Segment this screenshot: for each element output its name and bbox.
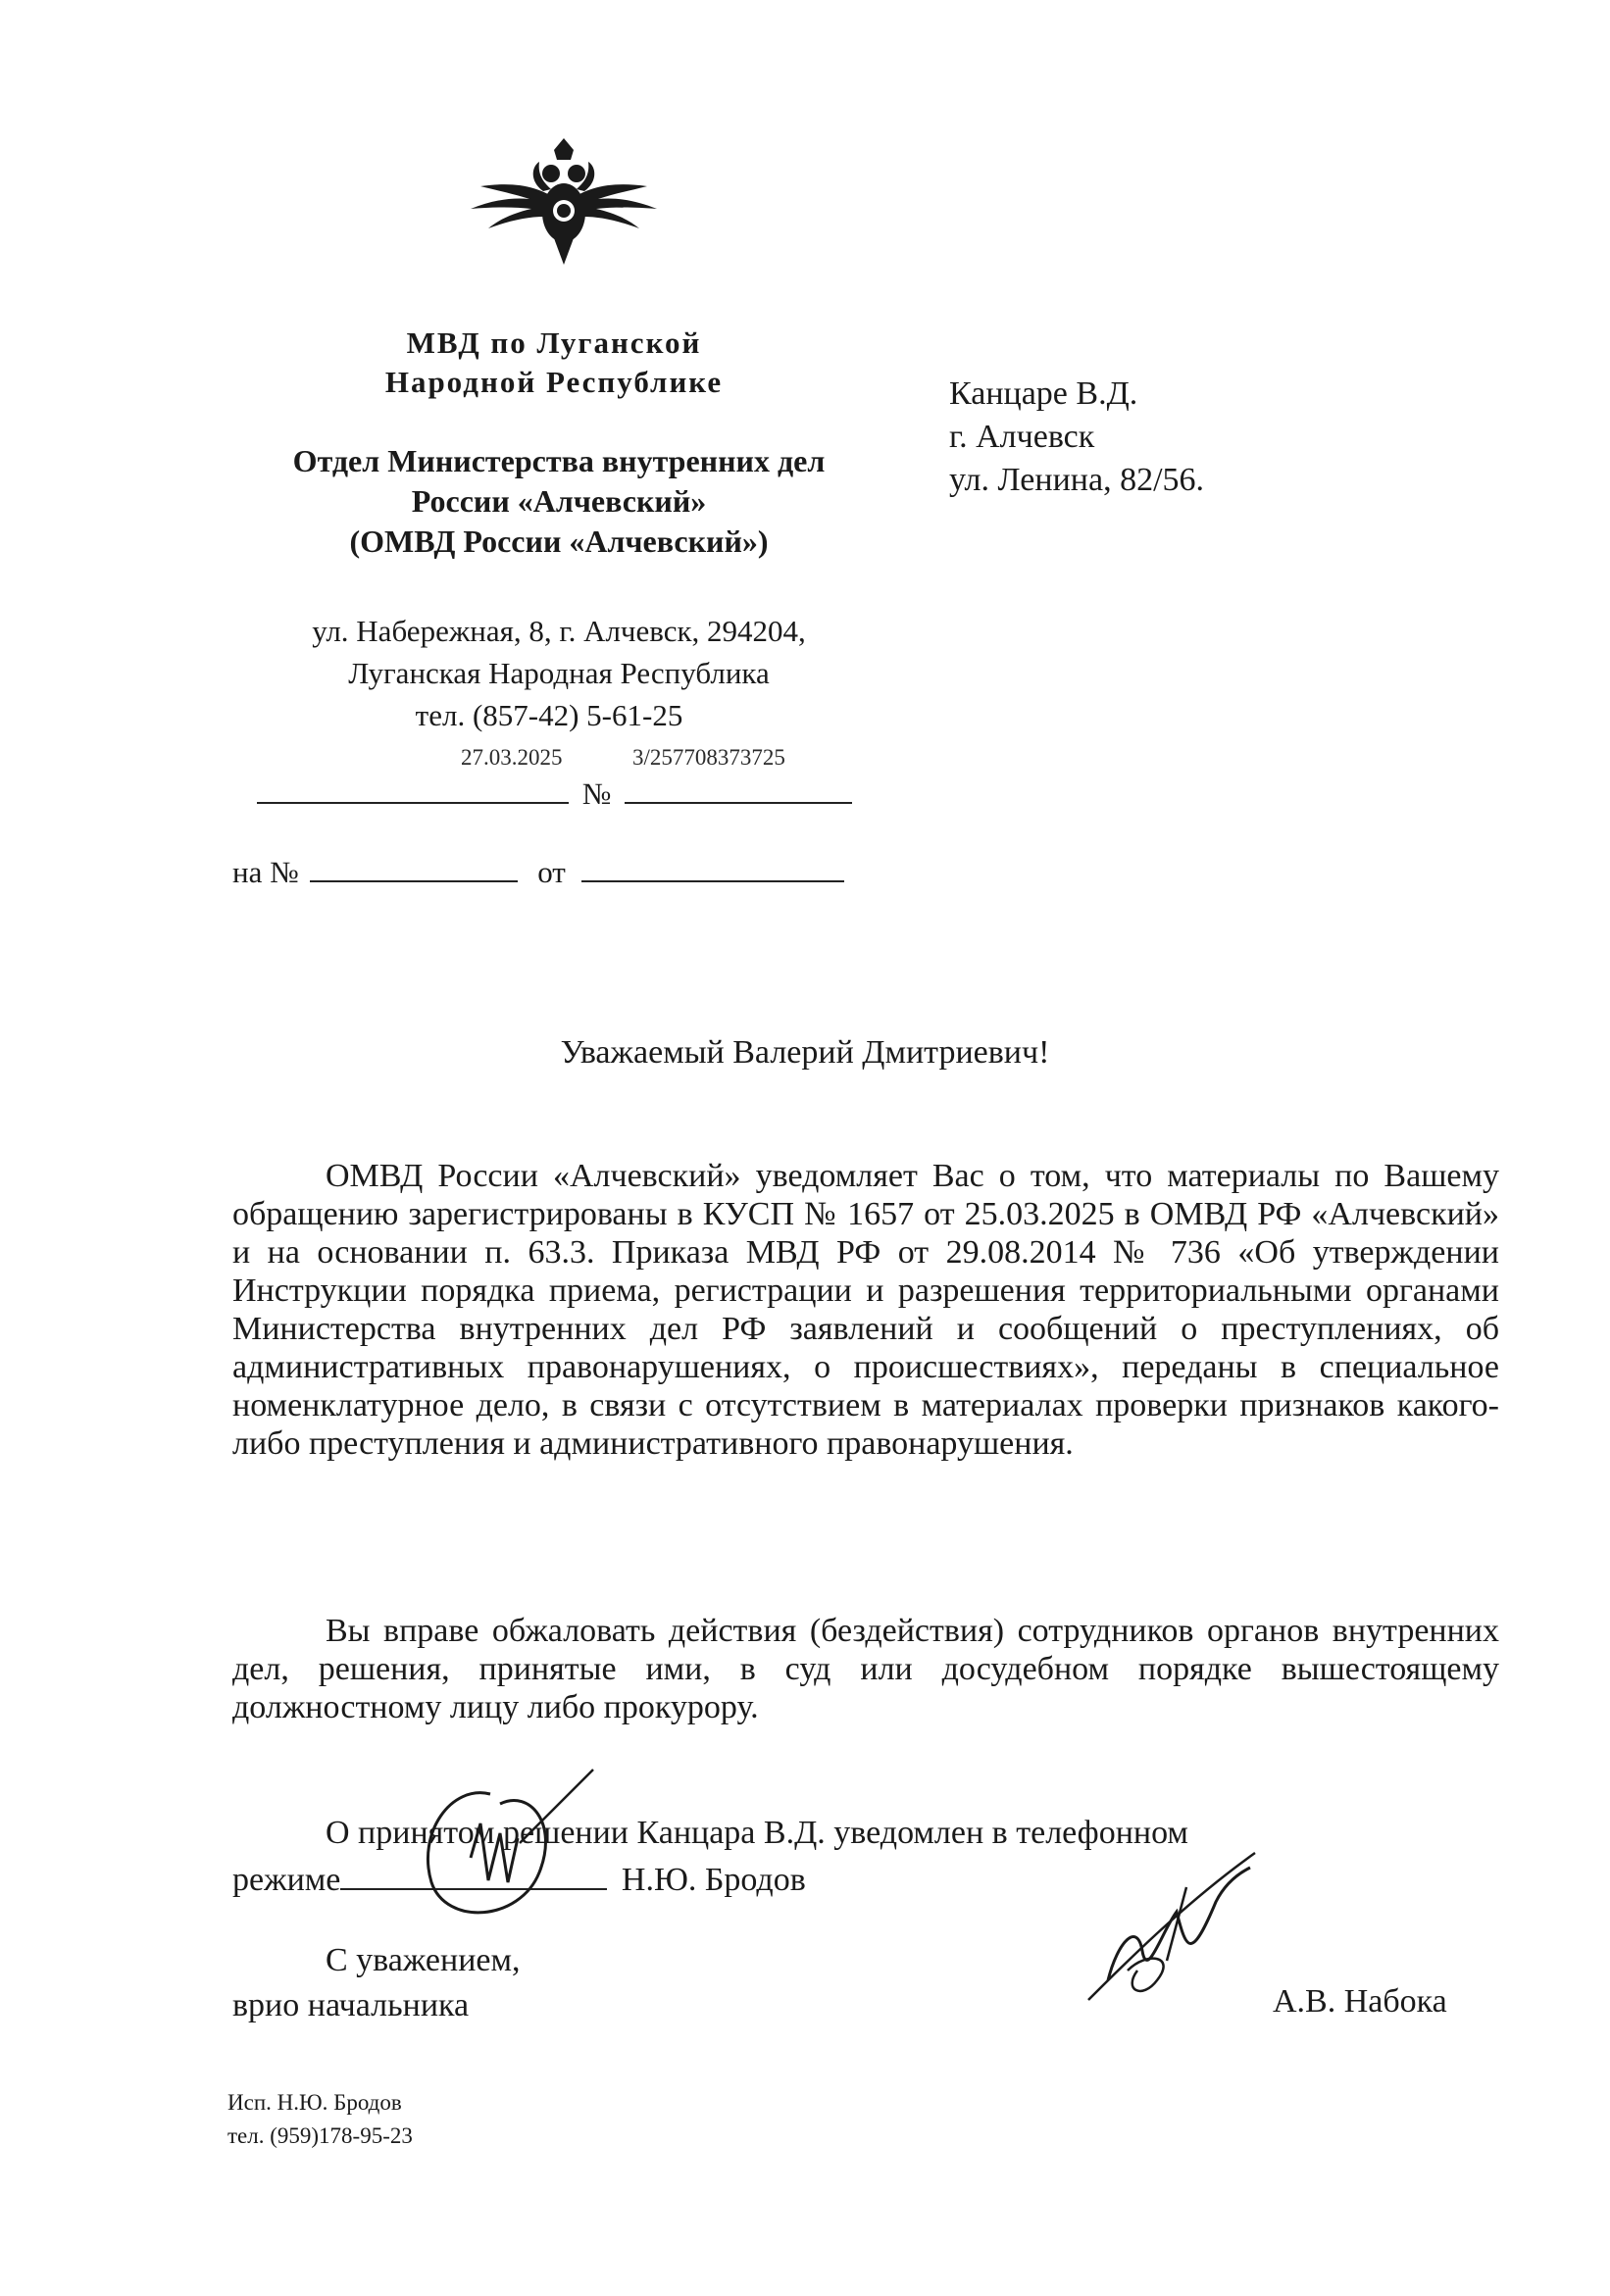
number-sign: № [581,776,612,811]
notice-line-1: О принятом решении Канцара В.Д. уведомлен в телефонном [326,1815,1188,1851]
greeting: Уважаемый Валерий Дмитриевич! [560,1034,1050,1071]
body-paragraph-1: ОМВД России «Алчевский» уведомляет Вас о том, что материалы по Вашему обращению зарегистрированы в КУСП № 1657 от 25.03.2025 в ОМВД РФ «Алчевский» и на основании п. 63.3. Приказа МВД РФ от 29.08.2014 № 736 «Об утверждении Инструкции порядка приема, регистрации и разрешения территориальными органами Министерства внутренних дел РФ заявлений и сообщений о преступлениях, об административных правонарушениях, о происшествиях», переданы в специальное номенклатурное дело, в связи с отсутствием в материалах проверки признаков какого-либо преступления и административного правонарушения. [232,1158,1499,1462]
reply-from-label: от [537,855,566,889]
closing-position: врио начальника [232,1987,470,2023]
reply-reference-line [232,851,844,890]
registration-line [257,773,852,812]
ministry-line-1: МВД по Луганской [406,325,702,360]
ministry-name [348,324,760,402]
registration-date: 27.03.2025 [461,745,563,770]
recipient-name: Канцаре В.Д. [949,375,1138,412]
recipient-street: ул. Ленина, 82/56. [949,462,1205,498]
department-line-2: России «Алчевский» [411,483,707,519]
address-line-2: Луганская Народная Республика [348,656,770,690]
number-underline [625,773,852,804]
executor-block [227,2086,413,2153]
reply-number-label: на № [232,855,299,889]
department-line-3: (ОМВД России «Алчевский») [349,524,769,559]
closing-regards: С уважением, [326,1942,521,1978]
department-phone: тел. (857-42) 5-61-25 [415,698,683,732]
reply-date-underline [581,851,844,882]
notice-officer: Н.Ю. Бродов [621,1862,806,1898]
reply-number-underline [310,851,518,882]
mvd-emblem-icon [461,132,667,279]
head-signature-icon [1069,1843,1275,2010]
executor-name: Исп. Н.Ю. Бродов [227,2090,402,2115]
body-paragraph-2: Вы вправе обжаловать действия (бездействия) сотрудников органов внутренних дел, решения, принятые ими, в суд или досудебном порядке вышестоящему должностному лицу либо прокурору. [232,1613,1499,1725]
address-line-1: ул. Набережная, 8, г. Алчевск, 294204, [312,614,806,648]
recipient-city: г. Алчевск [949,419,1095,455]
registration-number: 3/257708373725 [632,745,785,770]
ministry-line-2: Народной Республике [384,365,724,399]
closing-signatory: А.В. Набока [1273,1983,1447,2020]
executor-phone: тел. (959)178-95-23 [227,2123,413,2148]
department-name [240,441,878,562]
date-underline [257,773,569,804]
recipient-block [949,373,1204,502]
officer-signature-icon [402,1765,618,1931]
department-address [240,610,878,736]
department-line-1: Отдел Министерства внутренних дел [292,443,826,478]
notice-mode-label: режиме [232,1862,341,1898]
